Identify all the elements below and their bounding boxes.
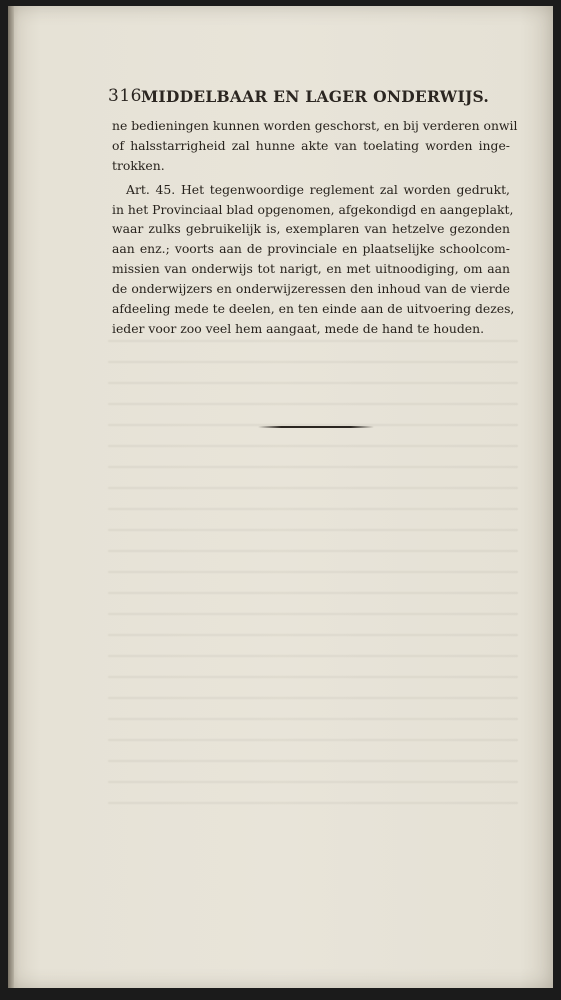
text-line: ieder voor zoo veel hem aangaat, mede de hand te houden.	[112, 320, 485, 336]
body-text	[112, 116, 518, 339]
text-line: ne bedieningen kunnen worden geschorst, en bij verderen onwil	[112, 118, 518, 133]
article-45-first-line: Art. 45. Het tegenwoordige reglement zal worden gedrukt,	[126, 181, 510, 197]
text-line: missien van onderwijs tot narigt, en met uitnoodiging, om aan	[112, 261, 510, 277]
text-line: afdeeling mede te deelen, en ten einde aan de uitvoering dezes,	[112, 301, 515, 317]
section-end-rule	[258, 426, 374, 428]
text-line: waar zulks gebruikelijk is, exemplaren van hetzelve gezonden	[112, 221, 510, 237]
text-line: aan enz.; voorts aan de provinciale en plaatselijke schoolcom-	[112, 241, 510, 257]
text-line: in het Provinciaal blad opgenomen, afgekondigd en aangeplakt,	[112, 201, 514, 217]
text-line: trokken.	[112, 157, 165, 173]
running-head	[108, 86, 490, 106]
text-line: de onderwijzers en onderwijzeressen den inhoud van de vierde	[112, 281, 510, 297]
page-edge	[8, 6, 14, 988]
page-number: 316	[108, 86, 142, 106]
text-line: of halsstarrigheid zal hunne akte van toelating worden inge-	[112, 137, 510, 153]
running-title: MIDDELBAAR EN LAGER ONDERWIJS.	[141, 87, 490, 106]
show-through-text	[108, 340, 518, 810]
